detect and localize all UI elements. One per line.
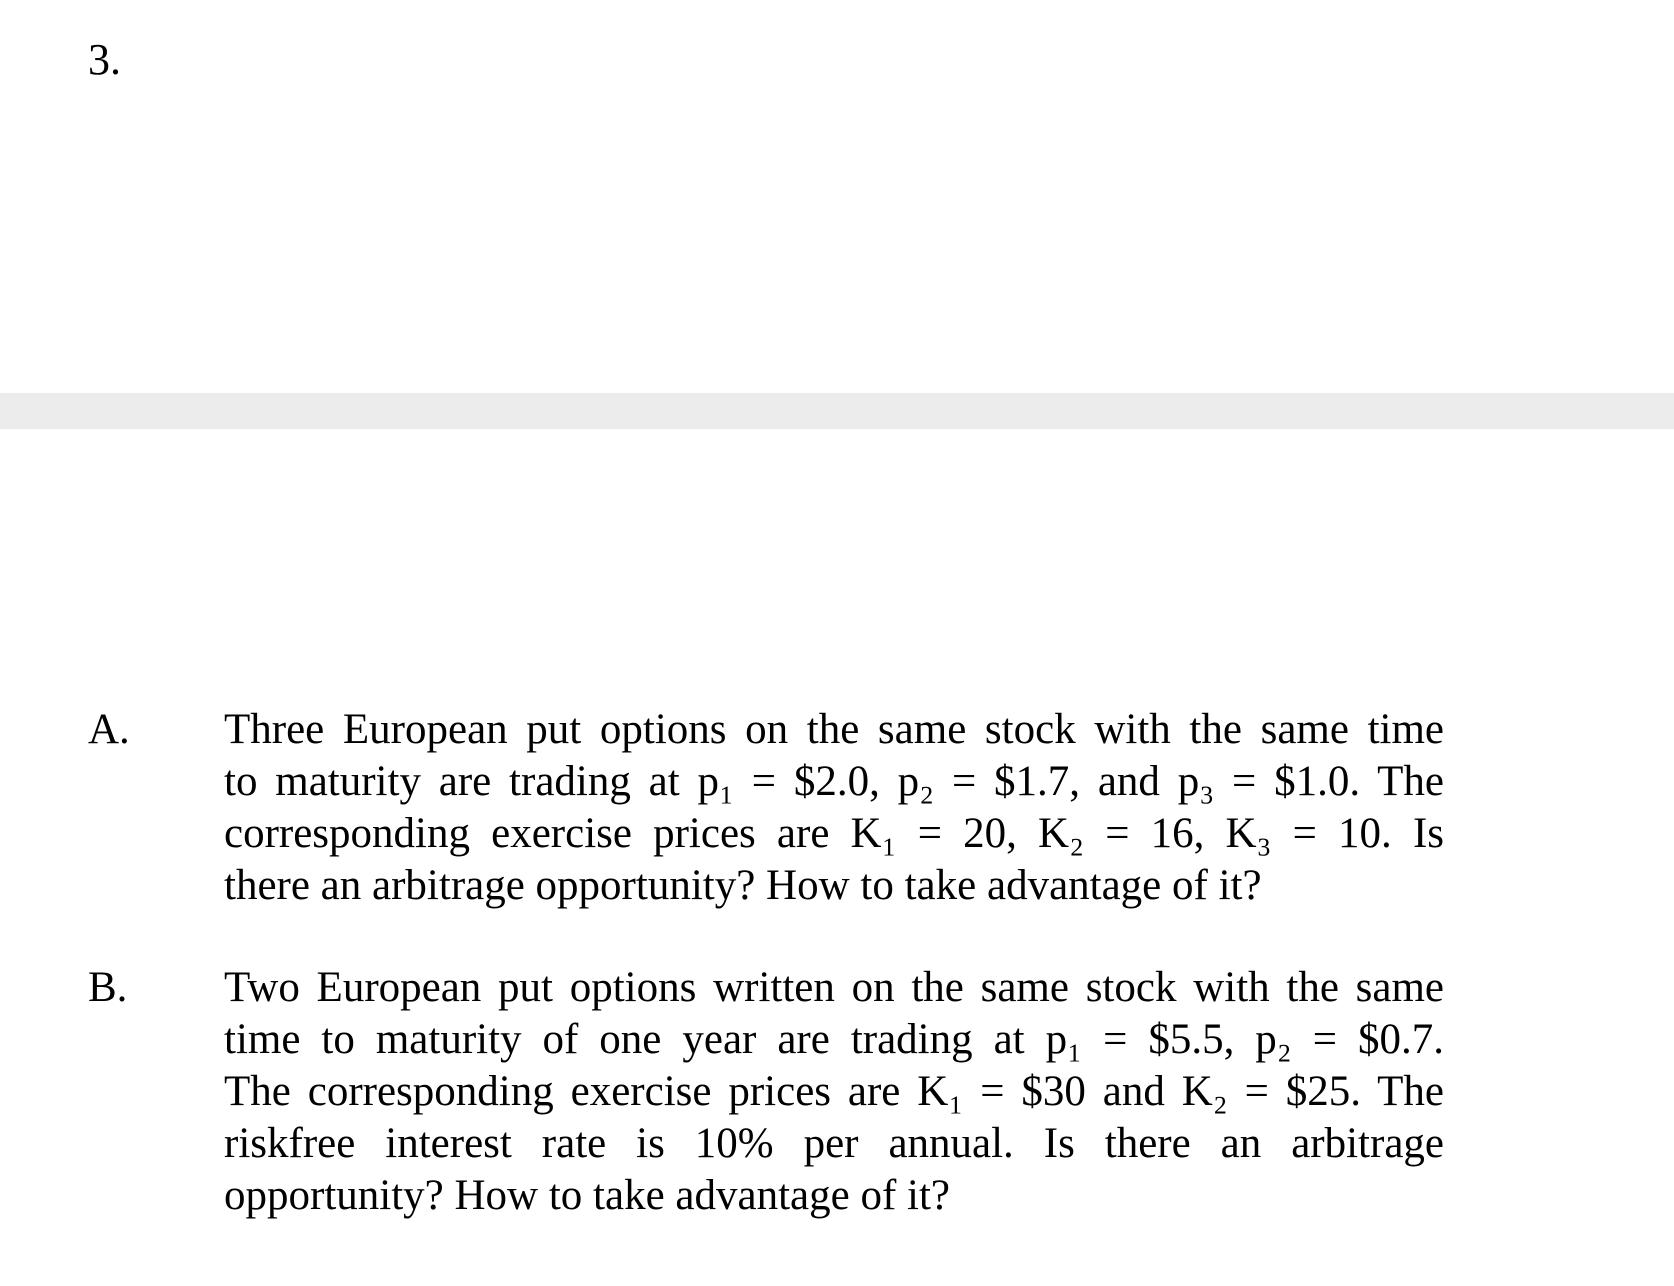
section-divider bbox=[0, 393, 1674, 429]
part-a-line: to maturity are trading at p₁ = $2.0, p₂ = $1.7, and p₃ = $1.0. The bbox=[224, 758, 1444, 805]
part-b-line: The corresponding exercise prices are K₁ = $30 and K₂ = $25. The bbox=[224, 1068, 1444, 1115]
question-number: 3. bbox=[88, 35, 121, 84]
part-a-line: corresponding exercise prices are K₁ = 20, K₂ = 16, K₃ = 10. Is bbox=[224, 810, 1444, 857]
part-b-line: time to maturity of one year are trading at p₁ = $5.5, p₂ = $0.7. bbox=[224, 1016, 1444, 1063]
part-b-line: Two European put options written on the same stock with the same bbox=[224, 964, 1444, 1011]
part-b-label: B. bbox=[88, 964, 128, 1011]
part-a-label: A. bbox=[88, 706, 130, 753]
part-b-text bbox=[224, 962, 1444, 1222]
part-b-line: riskfree interest rate is 10% per annual. Is there an arbitrage bbox=[224, 1120, 1444, 1167]
part-a-text bbox=[224, 704, 1444, 912]
part-a-line: there an arbitrage opportunity? How to take advantage of it? bbox=[224, 862, 1262, 909]
part-b-line: opportunity? How to take advantage of it? bbox=[224, 1172, 951, 1219]
part-a-line: Three European put options on the same stock with the same time bbox=[224, 706, 1444, 753]
